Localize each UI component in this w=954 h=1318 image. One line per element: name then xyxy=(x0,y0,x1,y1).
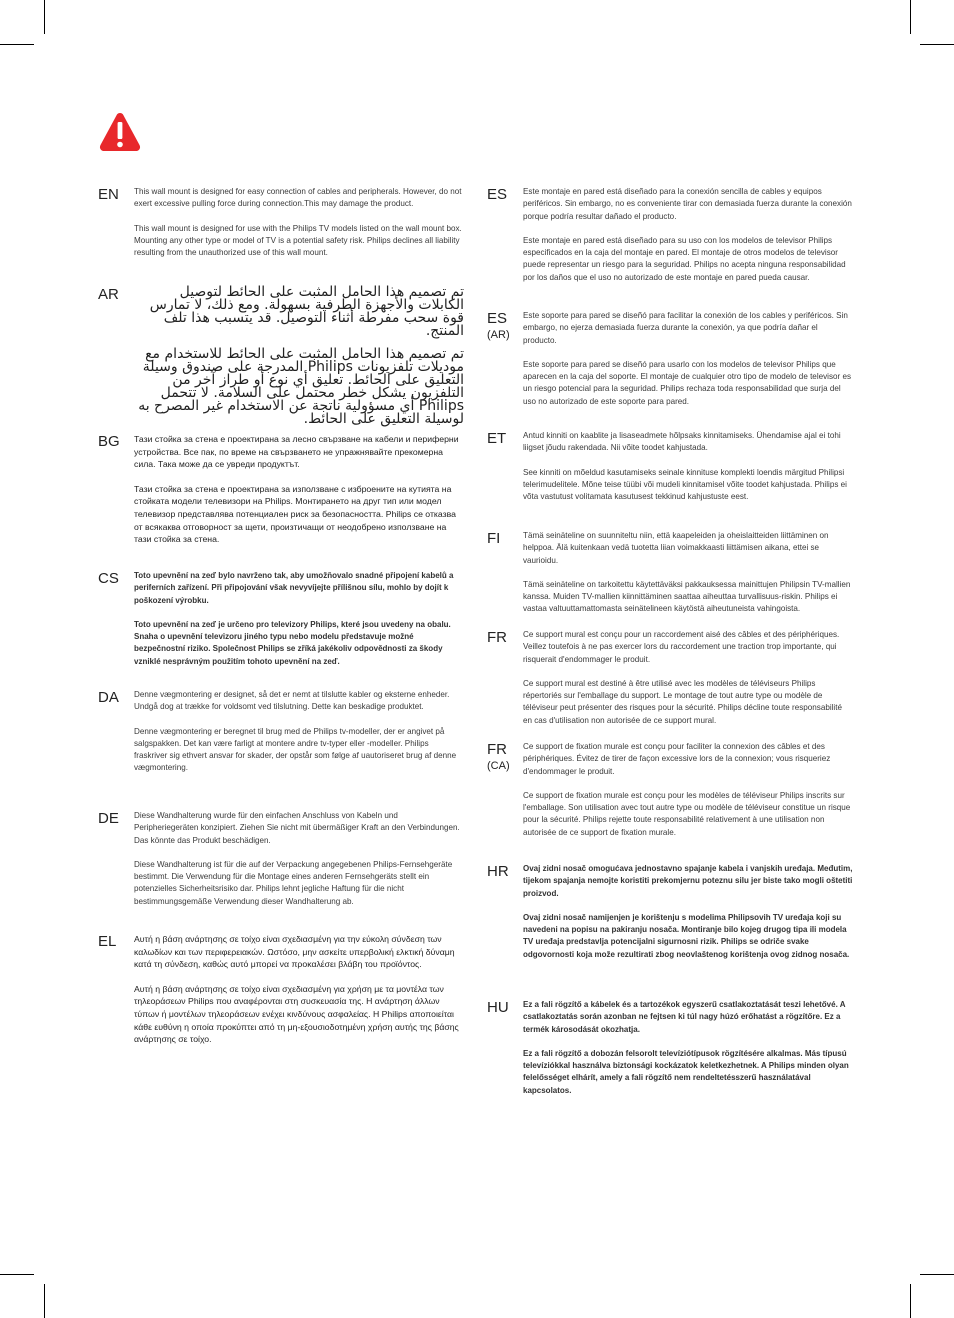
crop-mark xyxy=(44,1284,45,1318)
paragraph: Αυτή η βάση ανάρτησης σε τοίχο είναι σχεδιασμένη για την εύκολη σύνδεση των καλωδίων και των περιφερειακών. Ωστόσο, μην ασκείτε υπερβολική ελκτική δύναμη κατά τη σύνδεση, καθώς αυτό μπορεί να προκαλέσει βλάβη του προϊόντος. xyxy=(134,934,455,970)
language-code: DA xyxy=(98,689,119,706)
paragraph: Тази стойка за стена е проектирана за използване с изброените на кутията на стойката модели телевизори на Philips. Монтирането на друг тип или модел телевизор представлява потенциален риск за безопасността. Philips се отказва от всякаква отговорност за щети, произтичащи от неодобрено използване на тази стойка за стена. xyxy=(134,483,456,545)
paragraph: Tämä seinäteline on tarkoitettu käytettäväksi pakkauksessa mainittujen Philipsin TV-mallien kanssa. Muiden TV-mallien kiinnittäminen saattaa aiheuttaa turvallisuus-riskin. Philips ei vastaa valtuuttamattomasta seinätelineen käytöstä aiheutuneista vahingoista. xyxy=(523,579,851,614)
language-code: CS xyxy=(98,570,119,587)
language-code-main: ES xyxy=(487,310,508,327)
crop-mark xyxy=(920,1274,954,1275)
paragraph: Diese Wandhalterung ist für die auf der Verpackung angegebenen Philips-Fernsehgeräte bestimmt. Die Verwendung für die Montage eines anderen Fernsehgeräts stellt ein potenzielles Sicherheitsrisiko dar. Philips lehnt jegliche Haftung für die nicht bestimmungsgemäße Verwendung dieser Wandhalterung ab. xyxy=(134,859,453,906)
paragraph: Ce support mural est conçu pour un raccordement aisé des câbles et des périphériques. Veillez toutefois à ne pas exercer lors du raccordement une traction trop importante, qui risquerait d'endommager le produit. xyxy=(523,630,840,664)
language-code: HU xyxy=(487,999,509,1016)
crop-mark xyxy=(920,44,954,45)
paragraph: This wall mount is designed for easy connection of cables and peripherals. However, do not exert excessive pulling force during connection.This may damage the product. xyxy=(134,187,462,209)
paragraph: Ovaj zidni nosač omogućava jednostavno spajanje kabela i vanjskih uređaja. Međutim, tijekom spajanja nemojte koristiti prekomjernu poteznu silu jer biste tako mogli oštetiti proizvod. xyxy=(523,864,853,898)
paragraph: Ovaj zidni nosač namijenjen je korištenju s modelima Philipsovih TV uređaja koji su navedeni na popisu na pakiranju nosača. Montiranje bilo kojeg drugog tipa ili modela TV uređaja predstavlja potencijalni sigurnosni rizik. Philips se odriče svake odgovornosti koja može rezultirati zbog neovlaštenog korištenja ovog zidnog nosača. xyxy=(523,912,850,959)
paragraph: Este soporte para pared se diseñó para usarlo con los modelos de televisor Philips que aparecen en la caja del soporte. El montaje de cualquier otro tipo de modelo de televisor es un riesgo potencial para la seguridad. Philips rechaza toda responsabilidad que surja del uso no autorizado de este soporte para pared. xyxy=(523,359,851,406)
language-code: AR xyxy=(98,286,119,303)
paragraph: Ce support mural est destiné à être utilisé avec les modèles de téléviseurs Philips répertoriés sur l'emballage du support. Le montage de tout autre type ou modèle de téléviseur peut présenter des risques pour la sécurité. Philips décline toute responsabilité en cas d'utilisation non autorisée de ce support mural. xyxy=(523,678,842,725)
paragraph: Este soporte para pared se diseñó para facilitar la conexión de los cables y periféricos. Sin embargo, no ejerza demasiada fuerza durante la conexión, ya que podría dañar el producto. xyxy=(523,311,848,345)
language-code: ET xyxy=(487,430,507,447)
paragraph: Αυτή η βάση ανάρτησης σε τοίχο είναι σχεδιασμένη για χρήση με τα μοντέλα των τηλεοράσεων Philips που αναφέρονται στη συσκευασία της. Η ανάρτηση άλλων τύπων ή μοντέλων τηλεοράσεων ενέχει κινδύνους ασφαλείας. Η Philips αποποιείται κάθε ευθύνη η οποία προκύπτει από τη μη-εξουσιοδοτημένη χρήση αυτής της βάσης ανάρτησης σε τοίχο. xyxy=(134,983,459,1045)
paragraph: Ez a fali rögzítő a dobozán felsorolt televíziótípusok rögzítésére alkalmas. Más típusú televíziókkal használva biztonsági kockázatok keletkezhetnek. A Philips minden olyan felelősséget elhárít, amely a fali rögzítő nem rendeltetésszerű használatával kapcsolatos. xyxy=(523,1048,849,1095)
paragraph: Toto upevnění na zeď je určeno pro televizory Philips, které jsou uvedeny na obalu. Snaha o upevnění televizoru jiného typu nebo modelu představuje možné bezpečnostní riziko. Společnost Philips se zříká jakékoliv odpovědnosti za škody vzniklé nesprávným použitím tohoto upevnění na zeď. xyxy=(134,619,451,666)
language-region: (CA) xyxy=(487,760,510,772)
crop-mark xyxy=(0,1274,34,1275)
paragraph: Ce support de fixation murale est conçu pour les modèles de téléviseur Philips inscrits sur l'emballage. Son utilisation avec tout autre type ou modèle de téléviseur constitue un risque pour la sécurité. Philips rejette toute responsabilité relativement à une utilisation non autorisée de ce support de fixation murale. xyxy=(523,790,851,837)
language-code: DE xyxy=(98,810,119,827)
language-code: BG xyxy=(98,433,120,450)
language-code-main: FR xyxy=(487,741,507,758)
language-code: EL xyxy=(98,933,117,950)
paragraph: Тази стойка за стена е проектирана за лесно свързване на кабели и периферни устройства. Все пак, по време на свързването не упражнявайте прекомерна сила. Така може да се увреди продуктът. xyxy=(134,434,459,470)
paragraph: Ez a fali rögzítő a kábelek és a tartozékok egyszerű csatlakoztatását teszi lehetővé. A csatlakoztatás során azonban ne fejtsen ki túl nagy húzó erőhatást a rögzítőre. Ez a termék károsodását okozhatja. xyxy=(523,1000,846,1034)
language-region: (AR) xyxy=(487,329,510,341)
crop-mark xyxy=(910,1284,911,1318)
paragraph: تم تصميم هذا الحامل المثبت على الحائط للاستخدام مع موديلات تلفزيونات Philips المدرجة على صندوق وسيلة التعليق على الحائط. تعليق أي نوع أو طراز آخر من التلفزيون يشكل خطر محتمل على السلامة. لا تتحمل Philips أي مسؤولية ناتجة عن الاستخدام غير المصرح به لوسيلة التعليق على الحائط. xyxy=(138,346,464,427)
language-code: ES xyxy=(487,186,508,203)
language-code xyxy=(487,310,523,342)
crop-mark xyxy=(44,0,45,34)
paragraph: Antud kinniti on kaablite ja lisaseadmete hõlpsaks kinnitamiseks. Ühendamise ajal ei tohi liigset jõudu rakendada. Nii võite toodet kahjustada. xyxy=(523,431,841,453)
warning-icon xyxy=(98,111,142,155)
paragraph: Denne vægmontering er designet, så det er nemt at tilslutte kabler og eksterne enheder. Undgå dog at trække for voldsomt ved tilslutning. Dette kan beskadige produktet. xyxy=(134,690,450,712)
paragraph: تم تصميم هذا الحامل المثبت على الحائط لتوصيل الكابلات والأجهزة الطرفية بسهولة. ومع ذلك، لا تمارس قوة سحب مفرطة أثناء التوصيل. قد يتسبب هذا تلف المنتج. xyxy=(149,284,464,339)
language-code: EN xyxy=(98,186,119,203)
language-code: FI xyxy=(487,530,501,547)
crop-mark xyxy=(0,44,34,45)
paragraph: Este montaje en pared está diseñado para la conexión sencilla de cables y equipos periféricos. Sin embargo, no es conveniente tirar con demasiada fuerza durante la conexión porque podría resultar dañado el producto. xyxy=(523,187,852,221)
language-code xyxy=(487,741,523,773)
paragraph: See kinniti on mõeldud kasutamiseks seinale kinnituse komplekti loendis märgitud Philipsi telerimudelitele. Mõne teise tüübi või mudeli kinnitamisel võite toodet kahjustada. Philips ei võta vastutust volitamata kasutusest tekkinud kahjustuste eest. xyxy=(523,467,847,502)
paragraph: Ce support de fixation murale est conçu pour faciliter la connexion des câbles et des périphériques. Évitez de tirer de façon excessive lors de la connexion; vous risqueriez d'endommager le produit. xyxy=(523,742,831,776)
paragraph: Denne vægmontering er beregnet til brug med de Philips tv-modeller, der er angivet på salgspakken. Det kan være farligt at montere andre tv-typer eller -modeller. Philips fraskriver sig ethvert ansvar for skader, der opstår som følge af uautoriseret brug af denne vægmontering. xyxy=(134,726,457,773)
paragraph: This wall mount is designed for use with the Philips TV models listed on the wall mount box. Mounting any other type or model of TV is a potential safety risk. Philips declines all liability resulting from the unauthorized use of this wall mount. xyxy=(134,223,462,258)
language-code: HR xyxy=(487,863,509,880)
language-code: FR xyxy=(487,629,507,646)
paragraph: Toto upevnění na zeď bylo navrženo tak, aby umožňovalo snadné připojení kabelů a periferních zařízení. Při připojování však nevyvíjejte přílišnou sílu, mohlo by dojít k poškození výrobku. xyxy=(134,571,454,605)
paragraph: Este montaje en pared está diseñado para su uso con los modelos de televisor Philips especificados en la caja del montaje en pared. El montaje de otros modelos de televisor puede representar un riesgo para la seguridad. Philips no acepta ninguna responsabilidad por los daños que el uso no autorizado de este montaje en pared pueda causar. xyxy=(523,235,846,282)
paragraph: Diese Wandhalterung wurde für den einfachen Anschluss von Kabeln und Peripheriegeräten konzipiert. Ziehen Sie nicht mit übermäßiger Kraft an den Verbindungen. Das könnte das Produkt beschädigen. xyxy=(134,811,460,845)
paragraph: Tämä seinäteline on suunniteltu niin, että kaapeleiden ja oheislaitteiden liittäminen on helppoa. Älä kuitenkaan vedä tuotetta liian voimakkaasti liittämisen aikana, ettei se vaurioidu. xyxy=(523,531,829,565)
crop-mark xyxy=(910,0,911,34)
